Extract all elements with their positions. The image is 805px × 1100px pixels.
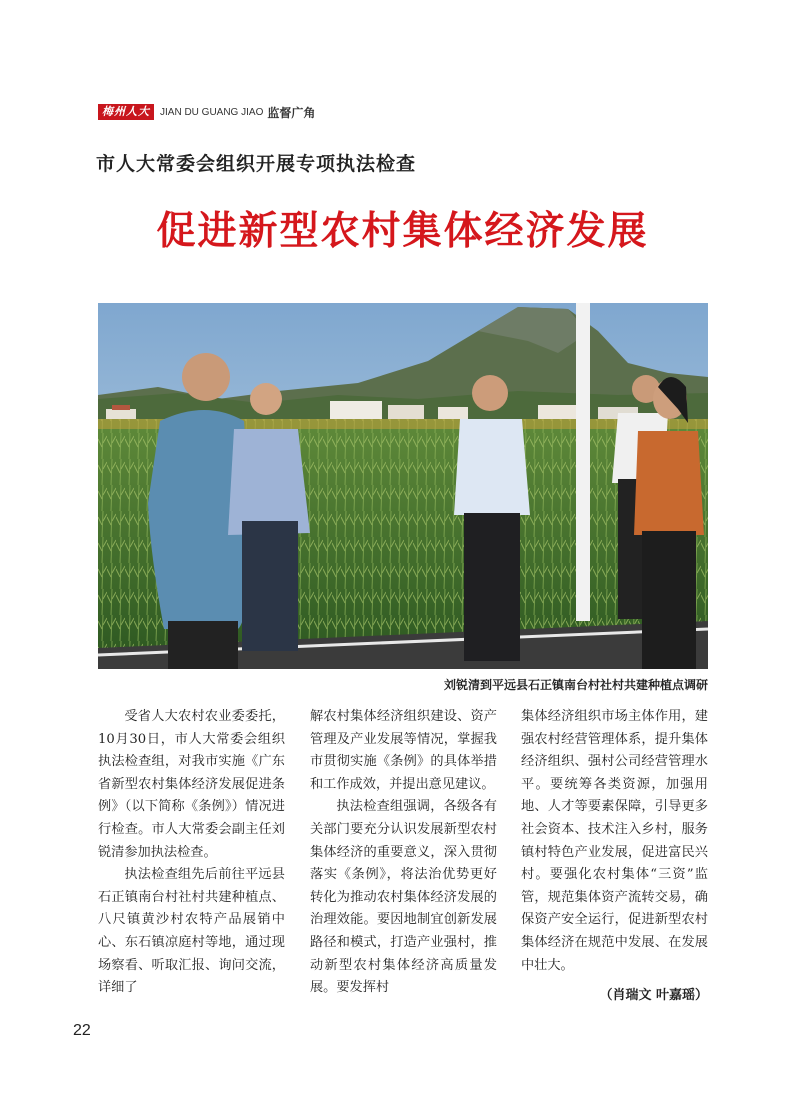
article-subtitle: 市人大常委会组织开展专项执法检查 bbox=[96, 153, 417, 175]
section-header bbox=[98, 104, 315, 120]
paragraph-3-continued: 集体经济组织市场主体作用，建强农村经营管理体系，提升集体经济组织、强村公司经营管理水平。要统筹各类资源，加强用地、人才等要素保障，引导更多社会资本、技术注入乡村，服务镇村特色产业发展，促进富民兴村。要强化农村集体“三资”监管，规范集体资产流转交易，确保资产安全运行，促进新型农村集体经济在规范中发展、在发展中壮大。 bbox=[521, 709, 708, 973]
text-column-3 bbox=[521, 706, 708, 977]
section-pinyin: JIAN DU GUANG JIAO bbox=[160, 106, 264, 118]
text-column-2 bbox=[310, 706, 497, 1000]
section-brand-logo: 梅州人大 bbox=[98, 104, 154, 120]
paragraph-1: 受省人大农村农业委委托，10月30日，市人大常委会组织执法检查组，对我市实施《广东省新型农村集体经济发展促进条例》（以下简称《条例》）情况进行检查。市人大常委会副主任刘锐清参加执法检查。 bbox=[98, 709, 285, 860]
text-column-1 bbox=[98, 706, 285, 1000]
paragraph-2-continued: 解农村集体经济组织建设、资产管理及产业发展等情况，掌握我市贯彻实施《条例》的具体举措和工作成效，并提出意见建议。 bbox=[310, 709, 497, 792]
article-headline: 促进新型农村集体经济发展 bbox=[156, 208, 649, 254]
inspection-scene-illustration bbox=[98, 303, 708, 669]
paragraph-2: 执法检查组先后前往平远县石正镇南台村社村共建种植点、八尺镇黄沙村农特产品展销中心、东石镇凉庭村等地，通过现场察看、听取汇报、询问交流，详细了 bbox=[98, 867, 285, 996]
page-number: 22 bbox=[73, 1022, 91, 1039]
photo-caption: 刘锐清到平远县石正镇南台村社村共建种植点调研 bbox=[443, 678, 708, 692]
author-credit: （肖瑞文 叶嘉瑶） bbox=[599, 988, 708, 1003]
paragraph-3: 执法检查组强调，各级各有关部门要充分认识发展新型农村集体经济的重要意义，深入贯彻落实《条例》，将法治优势更好转化为推动农村集体经济发展的治理效能。要因地制宜创新发展路径和模式，打造产业强村，推动新型农村集体经济高质量发展。要发挥村 bbox=[310, 799, 497, 996]
section-name: 监督广角 bbox=[267, 105, 316, 120]
article-photo bbox=[98, 303, 708, 669]
